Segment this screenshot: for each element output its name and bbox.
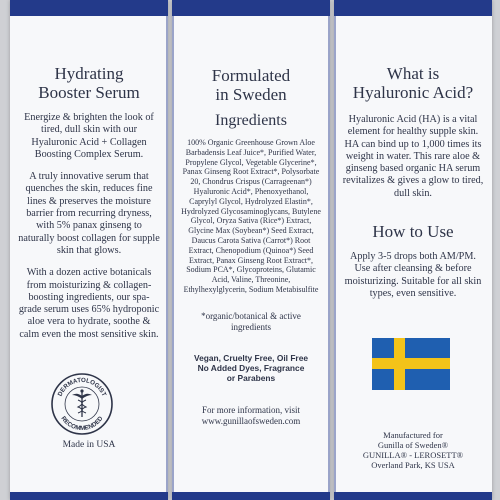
panel1-paragraph-1: Energize & brighten the look of tired, dull skin with our Hyaluronic Acid + Collagen Boosting Complex Serum. bbox=[24, 112, 154, 160]
box-panel-ingredients bbox=[172, 0, 330, 500]
ingredients-list: 100% Organic Greenhouse Grown Aloe Barbadensis Leaf Juice*, Purified Water, Propylene Glycol, Vegetable Glycerine*, Panax Ginseng Root Extract*, Polysorbate 20, Chondrus Crispus (Carrageenan*) Hyaluronic Acid*, Phenoxyethanol, Caprylyl Glycol, Hydrolyzed Elastin*, Hydrolyzed Glycosaminoglycans, Butylene Glycol, Oryza Sativa (Rice*) Extract, Glycine Max (Soybean*) Seed Extract, Daucus Carota Sativa (Carrot*) Root Extract, Chenopodium (Quinoa*) Seed Extract, Panax Ginseng Root Extract*, Sodium PCA*, Glycoproteins, Glutamic Acid, Valine, Threonine, Ethylhexylglycerin, Sodium Metabisulfite bbox=[181, 138, 321, 294]
panel3-title-line2: Hyaluronic Acid? bbox=[352, 83, 474, 102]
top-navy-band bbox=[334, 0, 492, 16]
top-navy-band bbox=[10, 0, 168, 16]
panel3-title-line1: What is bbox=[386, 64, 440, 83]
bottom-navy-band bbox=[172, 492, 330, 500]
seal-text-bottom: RECOMMENDED bbox=[59, 415, 105, 433]
made-in-usa: Made in USA bbox=[62, 440, 116, 450]
bottom-navy-band bbox=[334, 492, 492, 500]
mfg-line4: Overland Park, KS USA bbox=[371, 460, 455, 470]
mfg-line3: GUNILLA® - LEROSETT® bbox=[362, 450, 464, 460]
panel-edge bbox=[334, 16, 336, 492]
claims-line1: Vegan, Cruelty Free, Oil Free bbox=[193, 352, 309, 363]
bottom-navy-band bbox=[10, 492, 168, 500]
organic-note: *organic/botanical & active ingredients bbox=[201, 310, 301, 332]
panel2-title-line1: Formulated bbox=[211, 66, 291, 85]
claims-line3: or Parabens bbox=[226, 372, 276, 383]
box-panel-description bbox=[10, 0, 168, 500]
how-to-use-heading: How to Use bbox=[372, 222, 454, 242]
ingredients-heading: Ingredients bbox=[215, 112, 287, 129]
panel1-paragraph-2: A truly innovative serum that quenches the skin, reduces fine lines & preserves the moisture barrier from recurring dryness, with 5% panax ginseng to naturally boost collagen for supple skin that glows. bbox=[18, 171, 160, 256]
top-navy-band bbox=[172, 0, 330, 16]
mfg-line1: Manufactured for bbox=[383, 430, 443, 440]
claims-line2: No Added Dyes, Fragrance bbox=[197, 362, 305, 373]
box-panel-hyaluronic bbox=[334, 0, 492, 500]
panel1-paragraph-3: With a dozen active botanicals from moisturizing & collagen-boosting ingredients, our spa-grade serum uses 65% hydroponic aloe vera to hydrate, soothe & calm even the most sensitive skin. bbox=[18, 267, 160, 340]
seal-text-top: DERMATOLOGIST bbox=[56, 376, 108, 398]
dermatologist-recommended-seal-icon bbox=[50, 372, 114, 436]
how-to-use-text: Apply 3-5 drops both AM/PM. Use after cleansing & before moisturizing. Suitable for all skin types, even sensitive. bbox=[344, 251, 482, 299]
info-line1: For more information, visit bbox=[202, 404, 300, 415]
website-url: www.gunillaofsweden.com bbox=[201, 415, 301, 426]
panel1-title-line1: Hydrating bbox=[54, 64, 124, 83]
hyaluronic-description: Hyaluronic Acid (HA) is a vital element for healthy supple skin. HA can bind up to 1,000 times its weight in water. This rare aloe & ginseng based organic HA serum revitalizes & gives a glow to tired, dull skin. bbox=[342, 114, 484, 199]
panel-edge bbox=[166, 16, 168, 492]
panel-edge bbox=[328, 16, 330, 492]
panel-edge bbox=[172, 16, 174, 492]
panel2-title-line2: in Sweden bbox=[215, 85, 287, 104]
sweden-flag-icon bbox=[372, 338, 450, 390]
manufacturer-info bbox=[334, 430, 492, 470]
panel1-title-line2: Booster Serum bbox=[38, 83, 140, 102]
mfg-line2: Gunilla of Sweden® bbox=[377, 440, 449, 450]
